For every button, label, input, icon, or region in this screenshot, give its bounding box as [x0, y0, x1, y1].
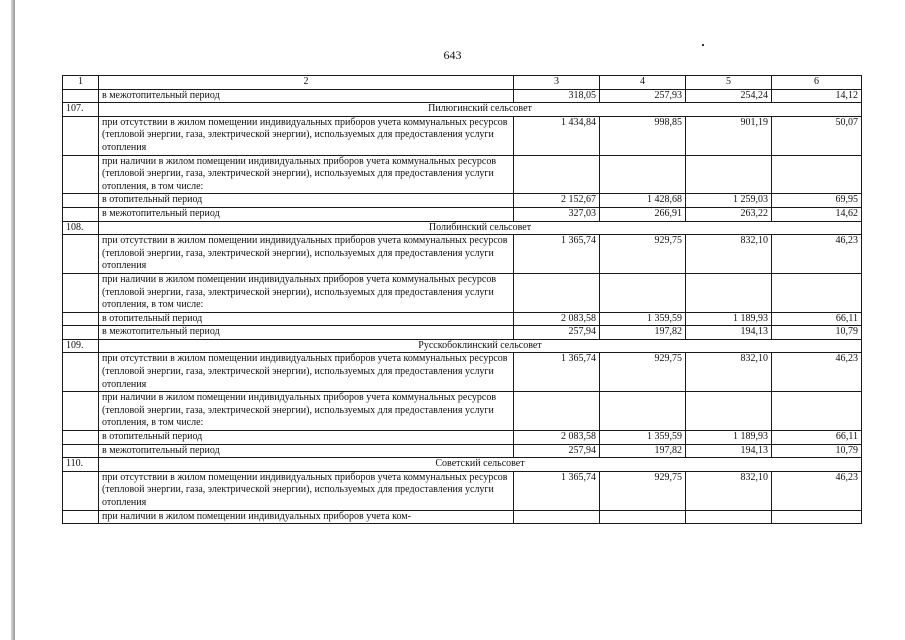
table-row	[63, 273, 862, 312]
description-cell: при отсутствии в жилом помещении индивидуальных приборов учета коммунальных ресурсов (тепловой энергии, газа, электрической энергии), используемых для предоставления услуги отопления	[99, 353, 514, 392]
column-header: 6	[772, 76, 862, 90]
value-cell-col6: 10,79	[772, 444, 862, 458]
value-cell-col4: 1 359,59	[600, 431, 686, 445]
value-cell-col3	[514, 392, 600, 431]
table-row	[63, 431, 862, 445]
value-cell-col3: 1 434,84	[514, 116, 600, 155]
row-index-cell	[63, 312, 99, 326]
value-cell-col6: 46,23	[772, 471, 862, 510]
table-row	[63, 312, 862, 326]
description-cell: при наличии в жилом помещении индивидуальных приборов учета коммунальных ресурсов (тепловой энергии, газа, электрической энергии), используемых для предоставления услуги отопления, в том числе:	[99, 273, 514, 312]
value-cell-col3	[514, 155, 600, 194]
value-cell-col3	[514, 273, 600, 312]
section-number: 109.	[63, 339, 99, 353]
value-cell-col4	[600, 510, 686, 524]
table-row	[63, 326, 862, 340]
value-cell-col4: 1 428,68	[600, 194, 686, 208]
value-cell-col4	[600, 273, 686, 312]
value-cell-col6: 46,23	[772, 353, 862, 392]
column-header: 5	[686, 76, 772, 90]
value-cell-col4: 929,75	[600, 471, 686, 510]
table-row	[63, 235, 862, 274]
value-cell-col5	[686, 273, 772, 312]
description-cell: при отсутствии в жилом помещении индивидуальных приборов учета коммунальных ресурсов (тепловой энергии, газа, электрической энергии), используемых для предоставления услуги отопления	[99, 116, 514, 155]
table-row	[63, 392, 862, 431]
table-header-row	[63, 76, 862, 90]
value-cell-col4: 998,85	[600, 116, 686, 155]
value-cell-col6	[772, 273, 862, 312]
value-cell-col6: 14,62	[772, 207, 862, 221]
section-title: Полибинский сельсовет	[99, 221, 862, 235]
row-index-cell	[63, 89, 99, 103]
column-header: 4	[600, 76, 686, 90]
section-row	[63, 221, 862, 235]
description-cell: при наличии в жилом помещении индивидуальных приборов учета ком-	[99, 510, 514, 524]
value-cell-col5	[686, 392, 772, 431]
section-number: 110.	[63, 458, 99, 472]
row-index-cell	[63, 235, 99, 274]
table-row	[63, 510, 862, 524]
column-header: 1	[63, 76, 99, 90]
column-header: 2	[99, 76, 514, 90]
row-index-cell	[63, 510, 99, 524]
scan-left-edge	[11, 0, 15, 640]
description-cell: при отсутствии в жилом помещении индивидуальных приборов учета коммунальных ресурсов (тепловой энергии, газа, электрической энергии), используемых для предоставления услуги отопления	[99, 471, 514, 510]
value-cell-col4	[600, 155, 686, 194]
value-cell-col6	[772, 510, 862, 524]
value-cell-col5: 901,19	[686, 116, 772, 155]
value-cell-col6	[772, 392, 862, 431]
description-cell: при наличии в жилом помещении индивидуальных приборов учета коммунальных ресурсов (тепловой энергии, газа, электрической энергии), используемых для предоставления услуги отопления, в том числе:	[99, 392, 514, 431]
value-cell-col6: 66,11	[772, 312, 862, 326]
table-row	[63, 155, 862, 194]
row-index-cell	[63, 431, 99, 445]
description-cell: при наличии в жилом помещении индивидуальных приборов учета коммунальных ресурсов (тепловой энергии, газа, электрической энергии), используемых для предоставления услуги отопления, в том числе:	[99, 155, 514, 194]
page-number: 643	[443, 48, 462, 62]
table-row	[63, 89, 862, 103]
value-cell-col5	[686, 510, 772, 524]
value-cell-col3	[514, 510, 600, 524]
value-cell-col3: 327,03	[514, 207, 600, 221]
row-index-cell	[63, 326, 99, 340]
section-title: Пилюгинский сельсовет	[99, 103, 862, 117]
value-cell-col5: 194,13	[686, 326, 772, 340]
column-header: 3	[514, 76, 600, 90]
value-cell-col6: 69,95	[772, 194, 862, 208]
value-cell-col3: 318,05	[514, 89, 600, 103]
table-row	[63, 471, 862, 510]
value-cell-col5: 194,13	[686, 444, 772, 458]
row-index-cell	[63, 392, 99, 431]
description-cell: в межотопительный период	[99, 89, 514, 103]
row-index-cell	[63, 194, 99, 208]
description-cell: в отопительный период	[99, 194, 514, 208]
table-row	[63, 207, 862, 221]
section-number: 108.	[63, 221, 99, 235]
value-cell-col3: 2 083,58	[514, 431, 600, 445]
value-cell-col5: 1 189,93	[686, 312, 772, 326]
description-cell: в межотопительный период	[99, 326, 514, 340]
value-cell-col6: 46,23	[772, 235, 862, 274]
section-row	[63, 103, 862, 117]
table-body	[63, 89, 862, 524]
section-title: Русскобоклинский сельсовет	[99, 339, 862, 353]
value-cell-col3: 1 365,74	[514, 471, 600, 510]
value-cell-col5: 1 259,03	[686, 194, 772, 208]
value-cell-col5	[686, 155, 772, 194]
section-row	[63, 339, 862, 353]
section-row	[63, 458, 862, 472]
value-cell-col6: 10,79	[772, 326, 862, 340]
table-row	[63, 116, 862, 155]
value-cell-col5: 1 189,93	[686, 431, 772, 445]
table-row	[63, 444, 862, 458]
section-title: Советский сельсовет	[99, 458, 862, 472]
table-row	[63, 194, 862, 208]
value-cell-col4: 266,91	[600, 207, 686, 221]
value-cell-col3: 1 365,74	[514, 235, 600, 274]
value-cell-col4: 1 359,59	[600, 312, 686, 326]
value-cell-col4: 197,82	[600, 444, 686, 458]
value-cell-col5: 832,10	[686, 471, 772, 510]
row-index-cell	[63, 207, 99, 221]
value-cell-col5: 832,10	[686, 353, 772, 392]
value-cell-col3: 257,94	[514, 326, 600, 340]
value-cell-col4: 929,75	[600, 235, 686, 274]
row-index-cell	[63, 471, 99, 510]
row-index-cell	[63, 116, 99, 155]
section-number: 107.	[63, 103, 99, 117]
value-cell-col5: 254,24	[686, 89, 772, 103]
description-cell: в отопительный период	[99, 431, 514, 445]
tariff-table	[62, 75, 862, 524]
value-cell-col6: 14,12	[772, 89, 862, 103]
table-row	[63, 353, 862, 392]
value-cell-col4: 257,93	[600, 89, 686, 103]
description-cell: при отсутствии в жилом помещении индивидуальных приборов учета коммунальных ресурсов (тепловой энергии, газа, электрической энергии), используемых для предоставления услуги отопления	[99, 235, 514, 274]
value-cell-col3: 1 365,74	[514, 353, 600, 392]
row-index-cell	[63, 444, 99, 458]
value-cell-col5: 263,22	[686, 207, 772, 221]
scan-speck	[702, 44, 704, 46]
row-index-cell	[63, 353, 99, 392]
value-cell-col5: 832,10	[686, 235, 772, 274]
value-cell-col6: 66,11	[772, 431, 862, 445]
value-cell-col4: 929,75	[600, 353, 686, 392]
value-cell-col3: 2 083,58	[514, 312, 600, 326]
row-index-cell	[63, 273, 99, 312]
value-cell-col3: 2 152,67	[514, 194, 600, 208]
description-cell: в межотопительный период	[99, 207, 514, 221]
value-cell-col6: 50,07	[772, 116, 862, 155]
value-cell-col4	[600, 392, 686, 431]
value-cell-col6	[772, 155, 862, 194]
description-cell: в межотопительный период	[99, 444, 514, 458]
value-cell-col4: 197,82	[600, 326, 686, 340]
description-cell: в отопительный период	[99, 312, 514, 326]
row-index-cell	[63, 155, 99, 194]
value-cell-col3: 257,94	[514, 444, 600, 458]
